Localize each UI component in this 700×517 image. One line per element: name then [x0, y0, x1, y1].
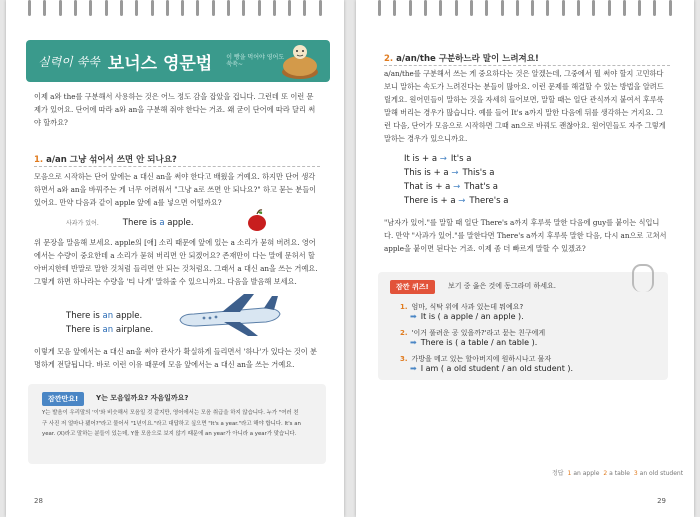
banner-title: 보너스 영문법: [107, 53, 213, 74]
paper-clip-icon: [632, 264, 654, 292]
section-divider: [384, 64, 670, 66]
quiz-question: 3. 가방을 메고 있는 할아버지에 원하시나고 물자: [400, 355, 552, 363]
example-a-apple: 사과가 있어. There is a apple.: [66, 218, 194, 228]
quiz-answer-choices[interactable]: ➡ I am ( a old student / an old student ).: [410, 364, 574, 373]
section-divider: [34, 165, 320, 167]
quiz-question: 2. '이거 풀려운 공 있을까?'라고 묻는 친구에게: [400, 329, 546, 337]
tip-text: Y는 발음이 우리말의 '이'와 비슷해서 모음일 것 같지만, 영어에서는 모음 취급을 하지 않습니다. 누가 "여러 친구 사진 저 얼마나 됐어?"라고 물어서 "1년이요."라고 대답하고 싶으면 "It's a year."라고 해야 합니다. It's an year. (X)라고 말하는 분들이 있는데, Y를 모음으로 보지 않기 때문에 an year가 아니라 a year가 맞습니다.: [42, 410, 301, 438]
section-2-heading: 2. a/an/the 구분하느라 말이 느려져요!: [384, 54, 539, 64]
banner-script: 실력이 쑥쑥: [38, 54, 100, 69]
airplane-icon: [174, 290, 284, 338]
contraction-item: There is + a → There's a: [404, 196, 509, 206]
example-an-airplane: There is an airplane.: [66, 325, 154, 335]
right-page: [356, 0, 694, 517]
spiral-binding: [372, 0, 678, 24]
page-number: 29: [657, 497, 666, 505]
quiz-answer-choices[interactable]: ➡ There is ( a table / an table ).: [410, 338, 538, 347]
section-1-paragraph-3: 이렇게 모음 앞에서는 a 대신 an을 써야 관사가 확실하게 들리면서 '하나'가 있다는 것이 분명하게 전달됩니다. 바로 이런 이유 때문에 모음 앞에서는 a 대신 an을 쓰는 거예요.: [34, 347, 317, 369]
tip-note-box: [28, 384, 326, 464]
contraction-item: This is + a → This's a: [404, 168, 495, 178]
quiz-answer-choices[interactable]: ➡ It is ( a apple / an apple ).: [410, 312, 524, 321]
banner-subtitle: 이 빵을 먹어야 영어도 쑥쑥~: [226, 54, 285, 68]
quiz-question: 1. 엄마, 식탁 위에 사과 있는데 뭐예요?: [400, 303, 524, 311]
section-2-paragraph: a/an/the를 구분해서 쓰는 게 중요하다는 것은 알겠는데, 그중에서 뭘 써야 할지 고민하다 보니 말하는 속도가 느려진다는 분들이 많아요. 이런 문제를 해결할 수 있는 방법을 알려드릴게요. 원어민들이 말하는 것을 자세히 들어보면, 말할 때는 일단 관식까지 붙여서 후루룩 말해 버리는 경우가 많습니다. 예를 들어 It's a까지 말한 다음에 뒤를 생각하는 거지요. 그런 다음, 단어가 모음으로 시작하면 그때 an으로 바꿔도 괜찮아요. 원어민들도 자주 그렇게 말하는 경우가 있으니까요.: [384, 69, 666, 143]
section-1-paragraph: 모음으로 시작하는 단어 앞에는 a 대신 an을 써야 한다고 배웠을 거예요. 하지만 단어 생각하면서 a와 an을 바꿔주는 게 너무 어려워서 "그냥 a로 쓰면 안 되나요?" 하고 묻는 분들이 있어요. 만약 다음과 같이 apple 앞에 a를 넣으면 어떨까요?: [34, 172, 317, 207]
section-1-heading: 1. a/an 그냥 섞어서 쓰면 안 되나요?: [34, 155, 177, 165]
apple-icon: [246, 208, 268, 232]
example-an-apple: There is an apple.: [66, 311, 143, 321]
intro-paragraph: 이제 a와 the를 구분해서 사용하는 것은 어느 정도 감을 잡았을 겁니다. 그런데 또 이런 문제가 있어요. 단어에 따라 a와 an을 구분해 줘야 한다는 거죠. 왜 굳이 단어에 따라 달리 써야 할까요?: [34, 92, 316, 127]
bonus-grammar-banner: [26, 40, 330, 82]
page-number: 28: [34, 497, 43, 505]
answer-key: 정답 1 an apple 2 a table 3 an old student: [552, 470, 684, 477]
contraction-item: That is + a → That's a: [404, 182, 498, 192]
spiral-binding: [22, 0, 328, 24]
contraction-item: It is + a → It's a: [404, 154, 472, 164]
pastry-illustration-icon: [278, 38, 322, 82]
quiz-tag: 잠깐 퀴즈!: [390, 280, 435, 294]
tip-title: Y는 모음일까요? 자음일까요?: [96, 394, 189, 402]
tip-tag: 잠깐만요!: [42, 392, 84, 406]
left-page: [6, 0, 344, 517]
quiz-box: [378, 272, 668, 380]
section-2-paragraph-2: "남자가 있어."를 말할 때 일단 There's a까지 후루룩 말한 다음에 guy를 붙이는 식입니다. 만약 "사과가 있어."를 말한다면 There's a까지 후루룩 말한 다음, 다시 an으로 고쳐서 apple을 붙이면 된다는 거죠. 이제 좀 더 빠르게 말할 수 있겠죠?: [384, 218, 667, 253]
quiz-title: 보기 중 옳은 것에 동그라미 하세요.: [448, 282, 557, 290]
section-1-paragraph-2: 위 문장을 말음해 보세요. apple의 [애] 소리 때문에 앞에 있는 a 소리가 묻혀 버려요. 영어에서는 수량이 중요한데 a 소리가 묻혀 버리면 안 되겠어요? 존재만이 다는 말에 문허서 할아버지한테 반말로 말한 것처럼 들리면 안 되는 것처럼요. 그래서 a 대신 an을 쓰는 거예요. 그렇게 하면 하나라는 수량을 '티 나게' 말하줄 수 있으니까요. 다음을 발음해 보세요.: [34, 238, 318, 286]
